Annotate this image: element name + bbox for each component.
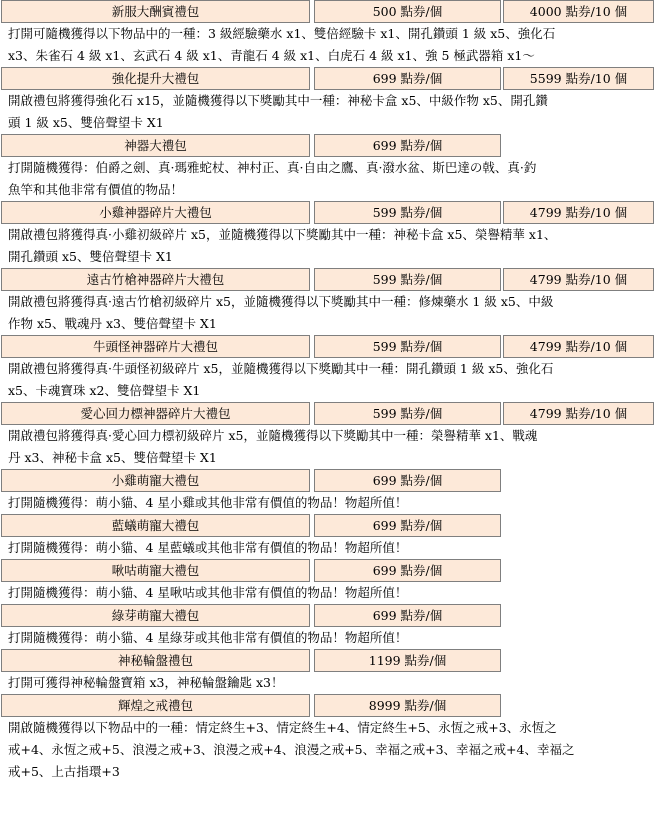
gift-pack-description-line: 開啟禮包將獲得真·小雞初級碎片 x5，並隨機獲得以下獎勵其中一種：神秘卡盒 x5、榮譽精華 x1、: [8, 227, 557, 242]
gift-pack-description-line: 打開可獲得神秘輪盤寶箱 x3，神秘輪盤鑰匙 x3！: [8, 675, 284, 690]
gift-pack-item: [0, 335, 655, 402]
gift-pack-description-line: 開啟禮包將獲得真·愛心回力標初級碎片 x5，並隨機獲得以下獎勵其中一種：榮譽精華 x1、戰魂: [8, 428, 538, 443]
price-single: 599 點券/個: [314, 335, 501, 358]
gift-pack-header-row: [0, 649, 655, 672]
price-single: 699 點券/個: [314, 67, 501, 90]
gift-pack-name: 小雞萌寵大禮包: [1, 469, 310, 492]
price-single: 500 點券/個: [314, 0, 501, 23]
gift-pack-description-line: 打開隨機獲得：萌小貓、4 星綠芽或其他非常有價值的物品！物超所值！: [8, 630, 408, 645]
gift-pack-name: 遠古竹槍神器碎片大禮包: [1, 268, 310, 291]
gift-pack-item: [0, 604, 655, 649]
gift-pack-description-line: x5、卡魂寶珠 x2、雙倍聲望卡 X1: [8, 383, 201, 398]
gift-pack-description-line: 戒+5、上古指環+3: [8, 764, 120, 779]
gift-pack-description-line: 丹 x3、神秘卡盒 x5、雙倍聲望卡 X1: [8, 450, 217, 465]
price-single: 599 點券/個: [314, 402, 501, 425]
price-single: 599 點券/個: [314, 268, 501, 291]
gift-pack-description-line: 開啟隨機獲得以下物品中的一種：情定終生+3、情定終生+4、情定終生+5、永恆之戒+3、永恆之: [8, 720, 557, 735]
price-bulk: 4799 點券/10 個: [503, 268, 654, 291]
gift-pack-description-line: 打開隨機獲得：伯爵之劍、真·瑪雅蛇杖、神村正、真·自由之鷹、真·潑水盆、斯巴達の戟、真·釣: [8, 160, 537, 175]
price-bulk: 4799 點券/10 個: [503, 402, 654, 425]
gift-pack-name: 輝煌之戒禮包: [1, 694, 310, 717]
gift-pack-description-line: 打開隨機獲得：萌小貓、4 星啾咕或其他非常有價值的物品！物超所值！: [8, 585, 408, 600]
gift-pack-header-row: [0, 402, 655, 425]
price-bulk: 5599 點券/10 個: [503, 67, 654, 90]
price-single: 599 點券/個: [314, 201, 501, 224]
gift-pack-item: [0, 67, 655, 134]
price-bulk: 4799 點券/10 個: [503, 201, 654, 224]
gift-pack-item: [0, 469, 655, 514]
gift-pack-name: 神秘輪盤禮包: [1, 649, 310, 672]
gift-pack-item: [0, 649, 655, 694]
gift-pack-header-row: [0, 67, 655, 90]
gift-pack-name: 啾咕萌寵大禮包: [1, 559, 310, 582]
gift-pack-description-line: 開孔鑽頭 x5、雙倍聲望卡 X1: [8, 249, 173, 264]
gift-pack-item: [0, 514, 655, 559]
gift-pack-header-row: [0, 559, 655, 582]
gift-pack-header-row: [0, 134, 655, 157]
gift-pack-item: [0, 268, 655, 335]
gift-pack-description-line: 打開隨機獲得：萌小貓、4 星小雞或其他非常有價值的物品！物超所值！: [8, 495, 408, 510]
price-bulk: 4000 點券/10 個: [503, 0, 654, 23]
gift-pack-header-row: [0, 335, 655, 358]
gift-pack-name: 綠芽萌寵大禮包: [1, 604, 310, 627]
gift-pack-name: 藍蟻萌寵大禮包: [1, 514, 310, 537]
gift-pack-item: [0, 201, 655, 268]
price-single: 8999 點券/個: [314, 694, 501, 717]
gift-pack-description-line: 頭 1 級 x5、雙倍聲望卡 X1: [8, 115, 164, 130]
gift-pack-header-row: [0, 469, 655, 492]
gift-pack-description-line: x3、朱雀石 4 級 x1、玄武石 4 級 x1、青龍石 4 級 x1、白虎石 4 級 x1、強 5 極武器箱 x1～: [8, 48, 535, 63]
gift-pack-header-row: [0, 201, 655, 224]
gift-pack-item: [0, 0, 655, 67]
gift-pack-header-row: [0, 694, 655, 717]
gift-pack-description-line: 開啟禮包將獲得強化石 x15，並隨機獲得以下獎勵其中一種：神秘卡盒 x5、中級作物 x5、開孔鑽: [8, 93, 548, 108]
gift-pack-description-line: 戒+4、永恆之戒+5、浪漫之戒+3、浪漫之戒+4、浪漫之戒+5、幸福之戒+3、幸福之戒+4、幸福之: [8, 742, 575, 757]
gift-pack-description-line: 打開可隨機獲得以下物品中的一種：3 級經驗藥水 x1、雙倍經驗卡 x1、開孔鑽頭 1 級 x5、強化石: [8, 26, 556, 41]
price-bulk: 4799 點券/10 個: [503, 335, 654, 358]
price-single: 699 點券/個: [314, 514, 501, 537]
gift-pack-description-line: 作物 x5、戰魂丹 x3、雙倍聲望卡 X1: [8, 316, 217, 331]
gift-pack-item: [0, 694, 655, 783]
gift-pack-name: 神器大禮包: [1, 134, 310, 157]
gift-pack-item: [0, 134, 655, 201]
gift-pack-name: 新服大酬賓禮包: [1, 0, 310, 23]
price-single: 1199 點券/個: [314, 649, 501, 672]
price-single: 699 點券/個: [314, 134, 501, 157]
gift-pack-header-row: [0, 514, 655, 537]
gift-pack-name: 牛頭怪神器碎片大禮包: [1, 335, 310, 358]
gift-pack-name: 小雞神器碎片大禮包: [1, 201, 310, 224]
gift-pack-name: 愛心回力標神器碎片大禮包: [1, 402, 310, 425]
price-single: 699 點券/個: [314, 604, 501, 627]
gift-pack-description-line: 開啟禮包將獲得真·遠古竹槍初級碎片 x5，並隨機獲得以下獎勵其中一種：修煉藥水 1 級 x5、中級: [8, 294, 554, 309]
gift-pack-description-line: 開啟禮包將獲得真·牛頭怪初級碎片 x5，並隨機獲得以下獎勵其中一種：開孔鑽頭 1 級 x5、強化石: [8, 361, 554, 376]
gift-pack-header-row: [0, 0, 655, 23]
gift-pack-description-line: 打開隨機獲得：萌小貓、4 星藍蟻或其他非常有價值的物品！物超所值！: [8, 540, 408, 555]
gift-pack-description-line: 魚竿和其他非常有價值的物品！: [8, 182, 184, 197]
gift-pack-header-row: [0, 268, 655, 291]
gift-pack-item: [0, 402, 655, 469]
gift-pack-item: [0, 559, 655, 604]
gift-pack-header-row: [0, 604, 655, 627]
price-single: 699 點券/個: [314, 469, 501, 492]
gift-pack-name: 強化提升大禮包: [1, 67, 310, 90]
price-single: 699 點券/個: [314, 559, 501, 582]
